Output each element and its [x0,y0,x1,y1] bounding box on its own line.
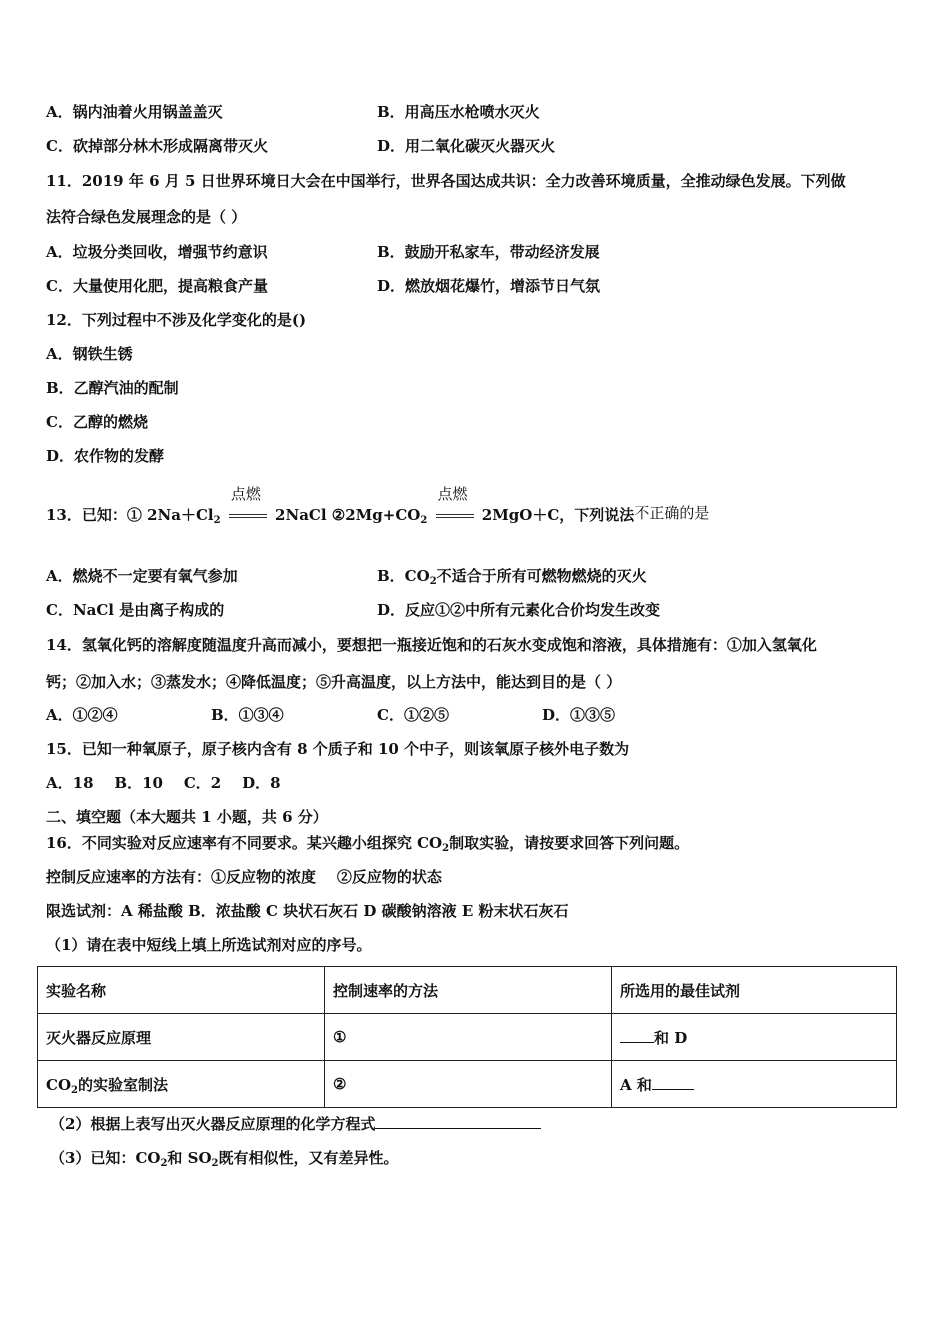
q13-b-pre: B．CO [377,567,430,585]
q13-stem [46,485,710,526]
fill-blank-2[interactable] [652,1075,694,1090]
experiment-table [37,966,897,1108]
q13-cl-subscript: 2 [213,515,221,526]
reaction-arrow-2 [436,485,474,518]
q11-option-d: D．燃放烟花爆竹，增添节日气氛 [377,277,601,295]
double-line-1 [229,514,267,518]
q13-option-a: A．燃烧不一定要有氧气参加 [46,567,238,585]
q14-option-a: A．①②④ [46,706,118,724]
sub3-subscript-1: 2 [160,1158,168,1169]
q16-reagents: 限选试剂：A 稀盐酸 B．浓盐酸 C 块状石灰石 D 碳酸钠溶液 E 粉末状石灰石 [46,902,569,920]
q16-sub3 [50,1148,399,1168]
sub3-pre: （3）已知：CO [50,1149,161,1167]
reaction-arrow-1 [229,485,267,518]
header-best-reagent: 所选用的最佳试剂 [612,967,897,1014]
sub3-post: 既有相似性，又有差异性。 [218,1149,399,1167]
q14-stem-line1: 14．氢氧化钙的溶解度随温度升高而减小，要想把一瓶接近饱和的石灰水变成饱和溶液，具体措施有：①加入氢氧化 [46,636,817,654]
double-line-2 [436,514,474,518]
q13-co-subscript: 2 [420,515,428,526]
q14-option-d: D．①③⑤ [542,706,616,724]
q16-sub2 [50,1114,541,1134]
q11-option-b: B．鼓励开私家车，带动经济发展 [377,243,600,261]
cell-co2-lab-method [38,1061,325,1108]
reagent-2-pre: A 和 [620,1075,652,1094]
cell-reagent-1 [612,1014,897,1061]
q16-l1-post: 制取实验，请按要求回答下列问题。 [449,834,690,852]
table-row [38,1061,897,1108]
q16-l1-subscript: 2 [442,843,450,854]
q13-option-c: C．NaCl 是由离子构成的 [46,601,225,619]
table-header-row [38,967,897,1014]
condition-ignite-2: 点燃 [437,485,468,503]
q12-option-d: D．农作物的发酵 [46,447,165,465]
q13-option-d: D．反应①②中所有元素化合价均发生改变 [377,601,661,619]
q15-stem: 15．已知一种氧原子，原子核内含有 8 个质子和 10 个中子，则该氧原子核外电子数为 [46,740,630,758]
q11-option-c: C．大量使用化肥，提高粮食产量 [46,277,268,295]
q10-option-c: C．砍掉部分林木形成隔离带灭火 [46,137,268,155]
r2c1-post: 的实验室制法 [77,1075,168,1094]
q14-option-c: C．①②⑤ [377,706,449,724]
q10-option-d: D．用二氧化碳灭火器灭火 [377,137,556,155]
q16-methods: 控制反应速率的方法有：①反应物的浓度 ②反应物的状态 [46,868,442,886]
reagent-1-post: 和 D [654,1028,688,1047]
r2c1-pre: CO [46,1075,72,1094]
sub3-mid: 和 SO [167,1149,212,1167]
q14-stem-line2: 钙；②加入水；③蒸发水；④降低温度；⑤升高温度，以上方法中，能达到目的是（ ） [46,673,622,691]
q13-part3: 2MgO＋C，下列说法 [481,506,635,524]
q11-stem-line1: 11．2019 年 6 月 5 日世界环境日大会在中国举行，世界各国达成共识：全力改善环境质量，全推动绿色发展。下列做 [46,172,846,190]
cell-method-1: ① [325,1014,612,1061]
q16-sub2-text: （2）根据上表写出灭火器反应原理的化学方程式 [50,1115,376,1133]
header-control-method: 控制速率的方法 [325,967,612,1014]
q13-suffix: 不正确的是 [634,504,710,522]
q15-options: A．18 B．10 C．2 D．8 [46,774,281,792]
table-row [38,1014,897,1061]
q11-stem-line2: 法符合绿色发展理念的是（ ） [46,208,247,226]
condition-ignite-1: 点燃 [230,485,261,503]
q13-b-post: 不适合于所有可燃物燃烧的灭火 [436,567,647,585]
cell-method-2: ② [325,1061,612,1108]
sub3-subscript-2: 2 [211,1158,219,1169]
q11-option-a: A．垃圾分类回收，增强节约意识 [46,243,268,261]
q13-b-subscript: 2 [429,576,437,587]
q12-option-c: C．乙醇的燃烧 [46,413,148,431]
fill-blank-1[interactable] [620,1028,654,1043]
q16-stem [46,833,689,853]
q10-option-b: B．用高压水枪喷水灭火 [377,103,540,121]
q14-option-b: B．①③④ [211,706,284,724]
q12-option-a: A．钢铁生锈 [46,345,133,363]
cell-reagent-2 [612,1061,897,1108]
q13-prefix: 13．已知：① 2Na＋Cl [46,506,214,524]
header-experiment-name: 实验名称 [38,967,325,1014]
q16-l1-pre: 16．不同实验对反应速率有不同要求。某兴趣小组探究 CO [46,834,443,852]
q12-stem: 12．下列过程中不涉及化学变化的是() [46,311,307,329]
fill-blank-equation[interactable] [375,1114,541,1129]
section-heading: 二、填空题（本大题共 1 小题，共 6 分） [46,808,328,826]
q13-part2: 2NaCl ②2Mg+CO [275,506,421,524]
q13-option-b [377,566,647,586]
q10-option-a: A．锅内油着火用锅盖盖灭 [46,103,223,121]
cell-extinguisher-principle: 灭火器反应原理 [38,1014,325,1061]
q16-sub1: （1）请在表中短线上填上所选试剂对应的序号。 [46,936,372,954]
r2c1-subscript: 2 [71,1084,78,1096]
q12-option-b: B．乙醇汽油的配制 [46,379,179,397]
